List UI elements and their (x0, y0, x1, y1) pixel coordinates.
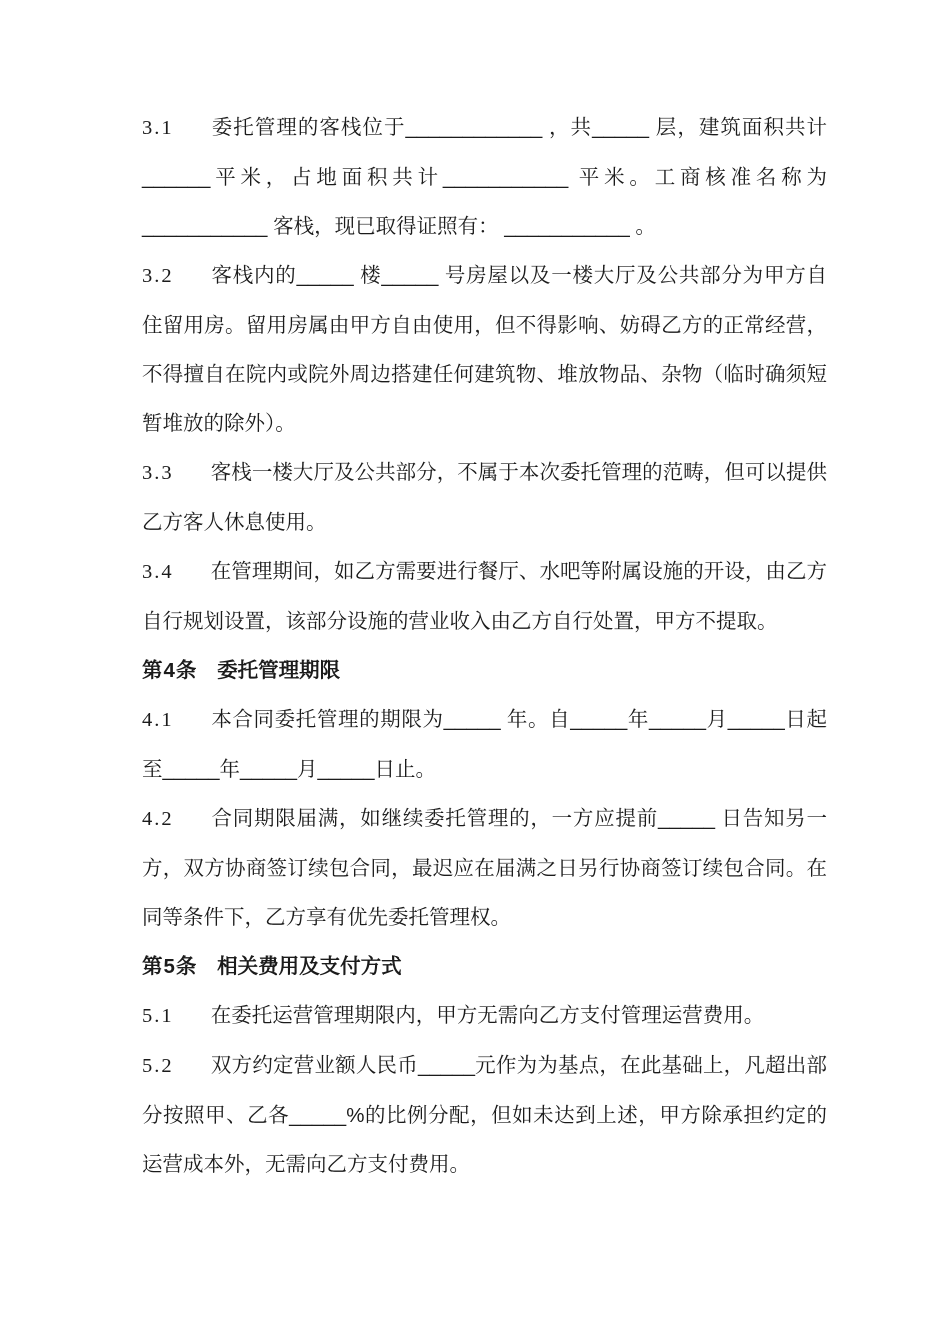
clause-3-3 (142, 448, 827, 547)
clause-number-5-1: 5.1 (142, 1005, 174, 1027)
clause-4-2 (142, 794, 827, 942)
article-5-title: 相关费用及支付方式 (217, 955, 402, 978)
section-heading-article-5 (142, 942, 827, 991)
clause-text-4-1: 本合同委托管理的期限为_____ 年。自_____年_____月_____日起至_____年_____月_____日止。 (142, 708, 828, 781)
clause-number-3-4: 3.4 (142, 561, 174, 583)
clause-number-4-1: 4.1 (142, 709, 174, 731)
clause-text-5-1: 在委托运营管理期限内，甲方无需向乙方支付管理运营费用。 (210, 1004, 765, 1027)
article-4-title: 委托管理期限 (217, 659, 341, 682)
clause-5-2 (142, 1041, 827, 1189)
section-heading-article-4 (142, 646, 827, 695)
clause-text-3-3: 客栈一楼大厅及公共部分，不属于本次委托管理的范畴，但可以提供乙方客人休息使用。 (142, 461, 828, 534)
clause-number-3-2: 3.2 (142, 265, 174, 287)
clause-3-2 (142, 251, 827, 448)
clause-number-5-2: 5.2 (142, 1055, 174, 1077)
clause-3-4 (142, 547, 827, 646)
clause-text-3-2: 客栈内的_____ 楼_____ 号房屋以及一楼大厅及公共部分为甲方自住留用房。留用房属由甲方自由使用，但不得影响、妨碍乙方的正常经营，不得擅自在院内或院外周边搭建任何建筑物、堆放物品、杂物（临时确须短暂堆放的除外）。 (142, 264, 828, 435)
clause-text-3-4: 在管理期间，如乙方需要进行餐厅、水吧等附属设施的开设，由乙方自行规划设置，该部分设施的营业收入由乙方自行处置，甲方不提取。 (142, 560, 828, 633)
clause-number-3-1: 3.1 (142, 117, 174, 139)
article-4-number: 第4条 (142, 659, 198, 682)
article-5-number: 第5条 (142, 955, 198, 978)
clause-3-1 (142, 103, 827, 251)
clause-number-4-2: 4.2 (142, 808, 174, 830)
clause-number-3-3: 3.3 (142, 462, 174, 484)
clause-4-1 (142, 695, 827, 794)
clause-5-1 (142, 991, 827, 1041)
clause-text-4-2: 合同期限届满，如继续委托管理的，一方应提前_____ 日告知另一方，双方协商签订续包合同，最迟应在届满之日另行协商签订续包合同。在同等条件下，乙方享有优先委托管理权。 (142, 807, 827, 929)
clause-text-3-1: 委托管理的客栈位于____________ ，共_____ 层，建筑面积共计______平米，占地面积共计___________ 平米。工商核准名称为___________ 客栈，现已取得证照有： ___________ 。 (142, 116, 827, 238)
clause-text-5-2: 双方约定营业额人民币_____元作为为基点，在此基础上，凡超出部分按照甲、乙各_____%的比例分配，但如未达到上述，甲方除承担约定的运营成本外，无需向乙方支付费用。 (142, 1054, 827, 1176)
